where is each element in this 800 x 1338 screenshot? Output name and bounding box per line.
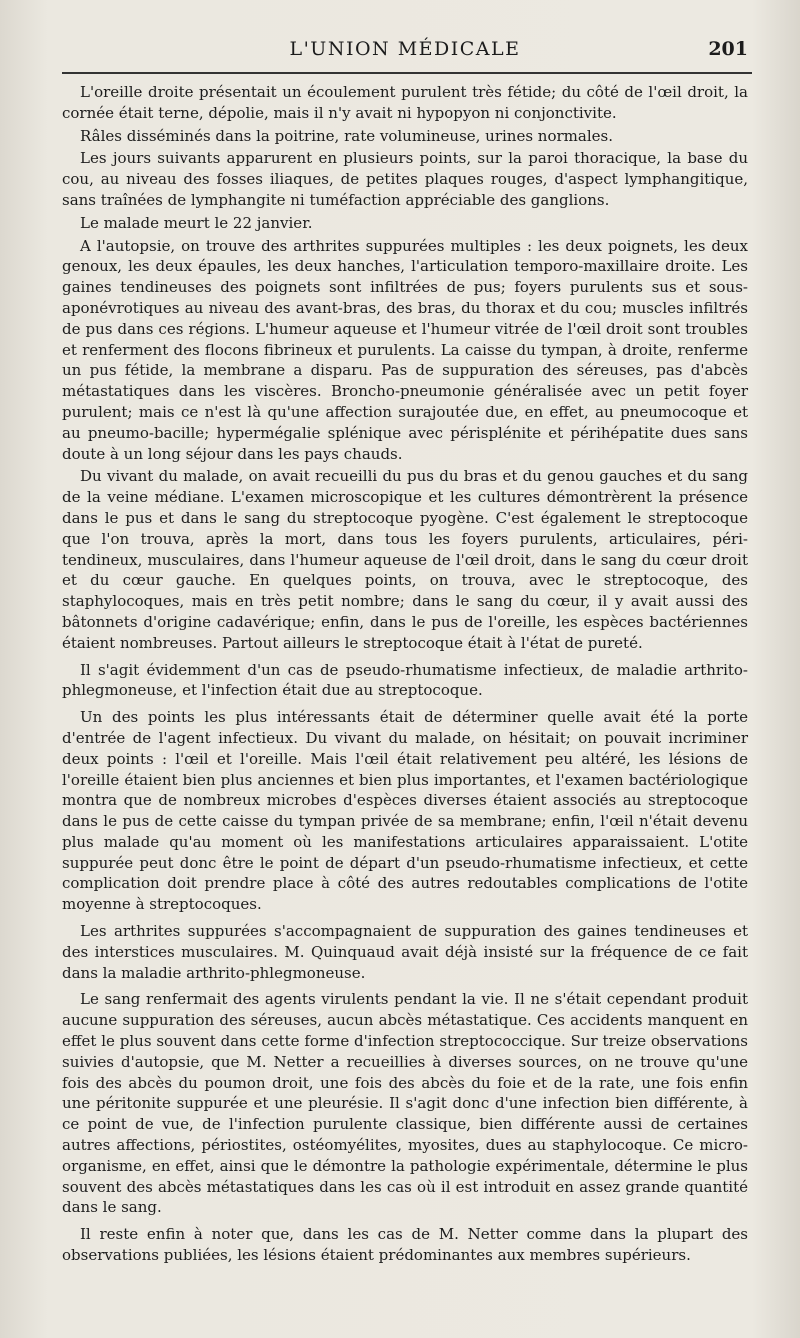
paragraph: Il s'agit évidemment d'un cas de pseudo-rhumatisme infectieux, de maladie arthrito-phlegmoneuse, et l'infection était due au streptocoque. <box>62 660 748 700</box>
paragraph: Les jours suivants apparurent en plusieurs points, sur la paroi thoracique, la base du cou, au niveau des fosses iliaques, de petites plaques rouges, d'aspect lymphangitique, sans traînées de lymphangite ni tuméfaction appréciable des ganglions. <box>62 149 748 209</box>
paragraph: L'oreille droite présentait un écoulement purulent très fétide; du côté de l'œil droit, la cornée était terne, dépolie, mais il n'y avait ni hypopyon ni conjonctivite. <box>62 83 748 122</box>
header-rule <box>62 72 752 74</box>
paragraph: Râles disséminés dans la poitrine, rate volumineuse, urines normales. <box>80 126 613 145</box>
journal-title: L'UNION MÉDICALE <box>289 38 521 60</box>
article-body <box>62 82 748 1266</box>
paragraph: Le malade meurt le 22 janvier. <box>80 213 313 232</box>
running-header <box>62 30 748 66</box>
paragraph: Le sang renfermait des agents virulents pendant la vie. Il ne s'était cependant produit aucune suppuration des séreuses, aucun abcès métastatique. Ces accidents manquent en effet le plus souvent dans cette forme d'infection streptococcique. Sur treize observations suivies d'autopsie, que M. Netter a recueillies à diverses sources, on ne trouve qu'une fois des abcès du poumon droit, une fois des abcès du foie et de la rate, une fois enfin une péritonite suppurée et une pleurésie. Il s'agit donc d'une infection bien différente, à ce point de vue, de l'infection purulente classique, bien différente aussi de certaines autres affections, périostites, ostéomyélites, myosites, dues au staphylocoque. Ce micro-organisme, en effet, ainsi que le démontre la pathologie expérimentale, détermine le plus souvent des abcès métastatiques dans les cas où il est introduit en assez grande quantité dans le sang. <box>62 990 748 1217</box>
page-number: 201 <box>708 38 748 60</box>
paragraph: Du vivant du malade, on avait recueilli du pus du bras et du genou gauches et du sang de la veine médiane. L'examen microscopique et les cultures démontrèrent la présence dans le pus et dans le sang du streptocoque pyogène. C'est également le streptocoque que l'on trouva, après la mort, dans tous les foyers purulents, articulaires, péri-tendineux, musculaires, dans l'humeur aqueuse de l'œil droit, dans le sang du cœur droit et du cœur gauche. En quelques points, on trouva, avec le streptocoque, des staphylocoques, mais en très petit nombre; dans le sang du cœur, il y avait aussi des bâtonnets d'origine cadavérique; enfin, dans le pus de l'oreille, les espèces bactériennes étaient nombreuses. Partout ailleurs le streptocoque était à l'état de pureté. <box>62 467 748 652</box>
paragraph: Un des points les plus intéressants était de déterminer quelle avait été la porte d'entrée de l'agent infectieux. Du vivant du malade, on hésitait; on pouvait incriminer deux points : l'œil et l'oreille. Mais l'œil était relativement peu altéré, les lésions de l'oreille étaient bien plus anciennes et bien plus importantes, et l'examen bactériologique montra que de nombreux microbes d'espèces diverses étaient associés au streptocoque dans le pus de cette caisse du tympan privée de sa membrane; enfin, l'œil n'était devenu plus malade qu'au moment où les manifestations articulaires apparaissaient. L'otite suppurée peut donc être le point de départ d'un pseudo-rhumatisme infectieux, et cette complication doit prendre place à côté des autres redoutables complications de l'otite moyenne à streptocoques. <box>62 708 748 914</box>
paragraph: A l'autopsie, on trouve des arthrites suppurées multiples : les deux poignets, les deux genoux, les deux épaules, les deux hanches, l'articulation temporo-maxillaire droite. Les gaines tendineuses des poignets sont infiltrées de pus; foyers purulents sus et sous-aponévrotiques au niveau des avant-bras, des bras, du thorax et du cou; muscles infiltrés de pus dans ces régions. L'humeur aqueuse et l'humeur vitrée de l'œil droit sont troubles et renferment des flocons fibrineux et purulents. La caisse du tympan, à droite, renferme un pus fétide, la membrane a disparu. Pas de suppuration des séreuses, pas d'abcès métastatiques dans les viscères. Broncho-pneumonie généralisée avec un petit foyer purulent; mais ce n'est là qu'une affection surajoutée due, en effet, au pneumocoque et au pneumo-bacille; hypermégalie splénique avec périsplénite et périhépatite dues sans doute à un long séjour dans les pays chauds. <box>62 236 748 463</box>
paragraph: Il reste enfin à noter que, dans les cas de M. Netter comme dans la plupart des observations publiées, les lésions étaient prédominantes aux membres supérieurs. <box>62 1225 748 1265</box>
paragraph: Les arthrites suppurées s'accompagnaient de suppuration des gaines tendineuses et des interstices musculaires. M. Quinquaud avait déjà insisté sur la fréquence de ce fait dans la maladie arthrito-phlegmoneuse. <box>62 922 748 982</box>
